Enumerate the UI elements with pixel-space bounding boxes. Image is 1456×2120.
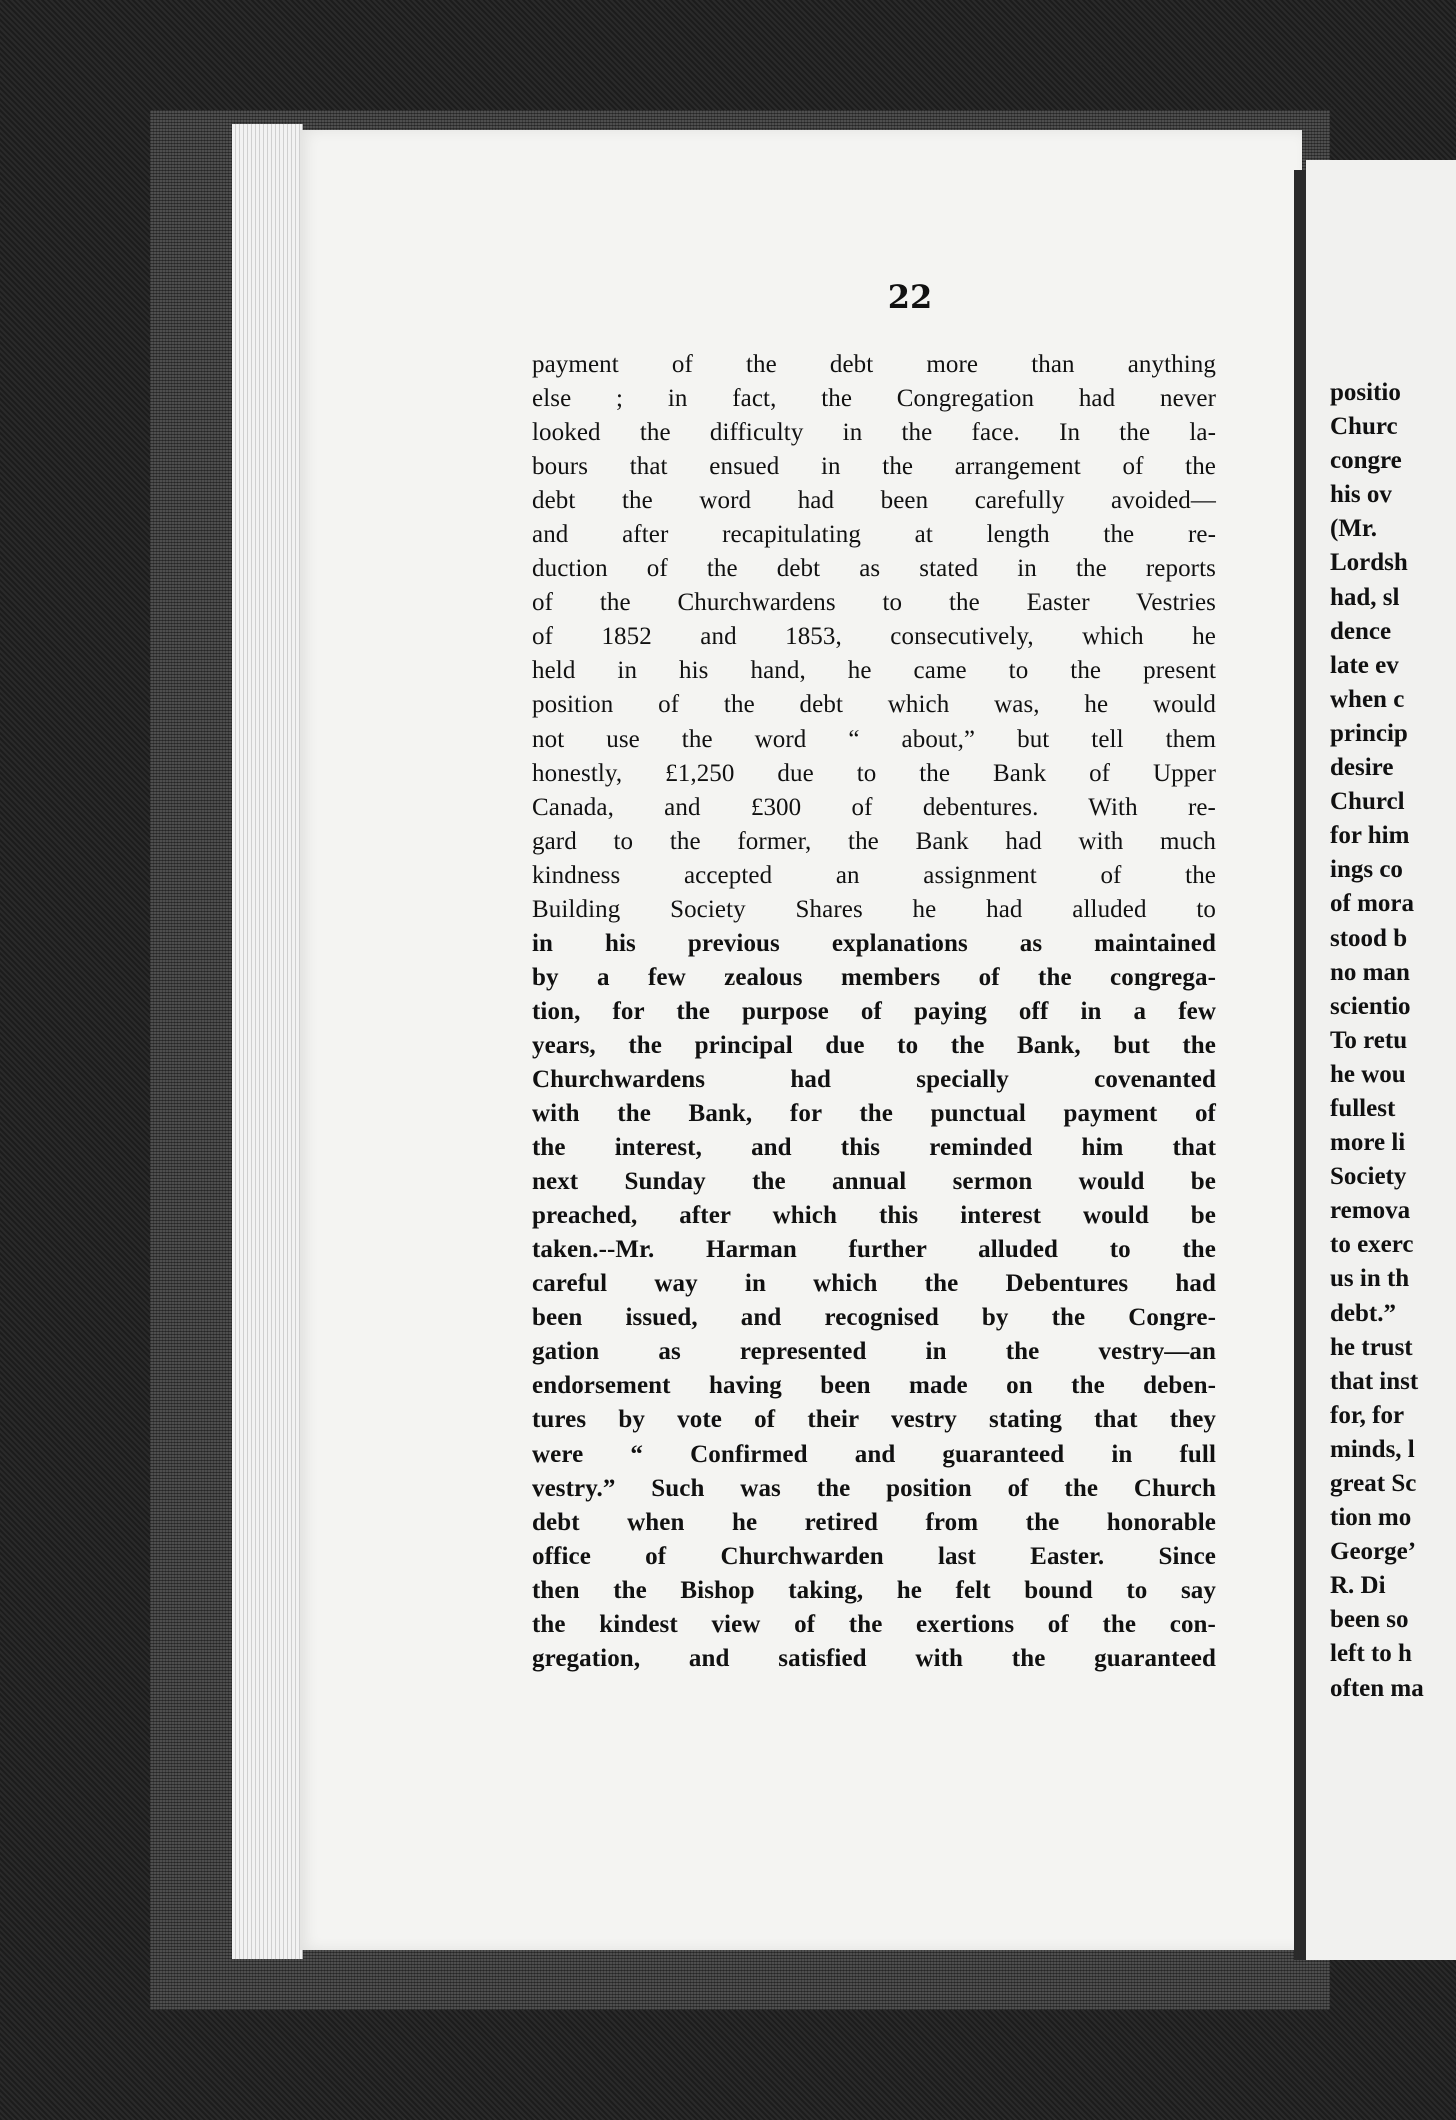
text-line: been issued, and recognised by the Congre-	[532, 1304, 1216, 1332]
facing-text-line: princip	[1330, 719, 1408, 747]
facing-text-line: fullest	[1330, 1094, 1396, 1122]
facing-text-line: for, for	[1330, 1401, 1405, 1429]
facing-text-line: dence	[1330, 617, 1392, 645]
text-line: position of the debt which was, he would	[532, 691, 1216, 719]
text-line: gard to the former, the Bank had with much	[532, 827, 1216, 855]
facing-text-line: scientio	[1330, 992, 1411, 1020]
text-line: Canada, and £300 of debentures. With re-	[532, 793, 1216, 821]
text-line: and after recapitulating at length the re-	[532, 521, 1216, 549]
facing-text-line: positio	[1330, 379, 1401, 406]
text-line: the kindest view of the exertions of the con-	[532, 1610, 1216, 1638]
facing-text-line: congre	[1330, 447, 1402, 475]
text-line: held in his hand, he came to the present	[532, 657, 1216, 685]
text-line: honestly, £1,250 due to the Bank of Upper	[532, 759, 1216, 787]
text-line: office of Churchwarden last Easter. Since	[532, 1542, 1216, 1570]
text-line: preached, after which this interest would be	[532, 1202, 1216, 1230]
facing-page-text	[1330, 376, 1456, 1706]
text-line: looked the difficulty in the face. In the la-	[532, 419, 1216, 447]
facing-text-line: no man	[1330, 958, 1410, 986]
facing-text-line: to exerc	[1330, 1231, 1414, 1259]
text-line: debt the word had been carefully avoided—	[532, 487, 1216, 515]
text-line: with the Bank, for the punctual payment of	[532, 1100, 1216, 1128]
facing-text-line: left to h	[1330, 1640, 1412, 1668]
facing-text-line: George’	[1330, 1538, 1417, 1566]
text-line: gregation, and satisfied with the guaranteed	[532, 1644, 1216, 1672]
facing-text-line: minds, l	[1330, 1435, 1415, 1463]
facing-text-line: more li	[1330, 1129, 1406, 1157]
facing-text-line: Churcl	[1330, 788, 1405, 816]
text-line: tures by vote of their vestry stating that they	[532, 1406, 1216, 1434]
facing-text-line: stood b	[1330, 924, 1408, 952]
facing-text-line: often ma	[1330, 1674, 1424, 1702]
text-line: of 1852 and 1853, consecutively, which he	[532, 623, 1216, 651]
text-line: bours that ensued in the arrangement of the	[532, 453, 1216, 481]
text-line: kindness accepted an assignment of the	[532, 861, 1216, 889]
text-line: duction of the debt as stated in the reports	[532, 555, 1216, 583]
facing-text-line: Society	[1330, 1163, 1407, 1191]
text-line: then the Bishop taking, he felt bound to say	[532, 1576, 1216, 1604]
text-line: Churchwardens had specially covenanted	[532, 1065, 1216, 1093]
text-line: of the Churchwardens to the Easter Vestries	[532, 589, 1216, 617]
page-number: 22	[887, 278, 933, 316]
facing-text-line: for him	[1330, 822, 1410, 850]
text-line: by a few zealous members of the congrega-	[532, 963, 1216, 991]
page-edges	[232, 124, 303, 1959]
text-line: gation as represented in the vestry—an	[532, 1338, 1216, 1366]
facing-text-line: of mora	[1330, 890, 1414, 918]
facing-text-line: late ev	[1330, 651, 1399, 679]
text-line: next Sunday the annual sermon would be	[532, 1168, 1216, 1196]
facing-text-line: (Mr.	[1330, 515, 1377, 543]
facing-text-line: he trust	[1330, 1333, 1413, 1361]
facing-text-line: tion mo	[1330, 1504, 1412, 1532]
text-line: were “ Confirmed and guaranteed in full	[532, 1440, 1216, 1468]
facing-text-line: Lordsh	[1330, 549, 1408, 577]
text-line: else ; in fact, the Congregation had never	[532, 385, 1216, 413]
facing-text-line: To retu	[1330, 1026, 1408, 1054]
facing-text-line: R. Di	[1330, 1572, 1386, 1600]
facing-text-line: been so	[1330, 1606, 1409, 1634]
text-line: the interest, and this reminded him that	[532, 1134, 1216, 1162]
text-line: vestry.” Such was the position of the Church	[532, 1474, 1216, 1502]
text-line: debt when he retired from the honorable	[532, 1508, 1216, 1536]
facing-text-line: us in th	[1330, 1265, 1410, 1293]
body-text	[532, 348, 1216, 1676]
text-line: years, the principal due to the Bank, but the	[532, 1031, 1216, 1059]
text-line: Building Society Shares he had alluded to	[532, 895, 1216, 923]
facing-text-line: had, sl	[1330, 583, 1400, 611]
facing-text-line: he wou	[1330, 1060, 1406, 1088]
facing-text-line: debt.”	[1330, 1299, 1396, 1327]
facing-text-line: that inst	[1330, 1367, 1419, 1395]
facing-text-line: desire	[1330, 754, 1394, 782]
text-line: payment of the debt more than anything	[532, 351, 1216, 378]
facing-text-line: Churc	[1330, 413, 1398, 441]
book-gutter	[1294, 170, 1306, 1960]
text-line: not use the word “ about,” but tell them	[532, 725, 1216, 753]
text-line: careful way in which the Debentures had	[532, 1270, 1216, 1298]
facing-text-line: his ov	[1330, 481, 1392, 509]
text-line: taken.--Mr. Harman further alluded to the	[532, 1236, 1216, 1264]
text-line: in his previous explanations as maintained	[532, 929, 1216, 957]
text-line: endorsement having been made on the deben-	[532, 1372, 1216, 1400]
facing-text-line: when c	[1330, 685, 1405, 713]
facing-text-line: ings co	[1330, 856, 1403, 884]
text-line: tion, for the purpose of paying off in a few	[532, 997, 1216, 1025]
facing-text-line: remova	[1330, 1197, 1411, 1225]
facing-text-line: great Sc	[1330, 1470, 1417, 1497]
